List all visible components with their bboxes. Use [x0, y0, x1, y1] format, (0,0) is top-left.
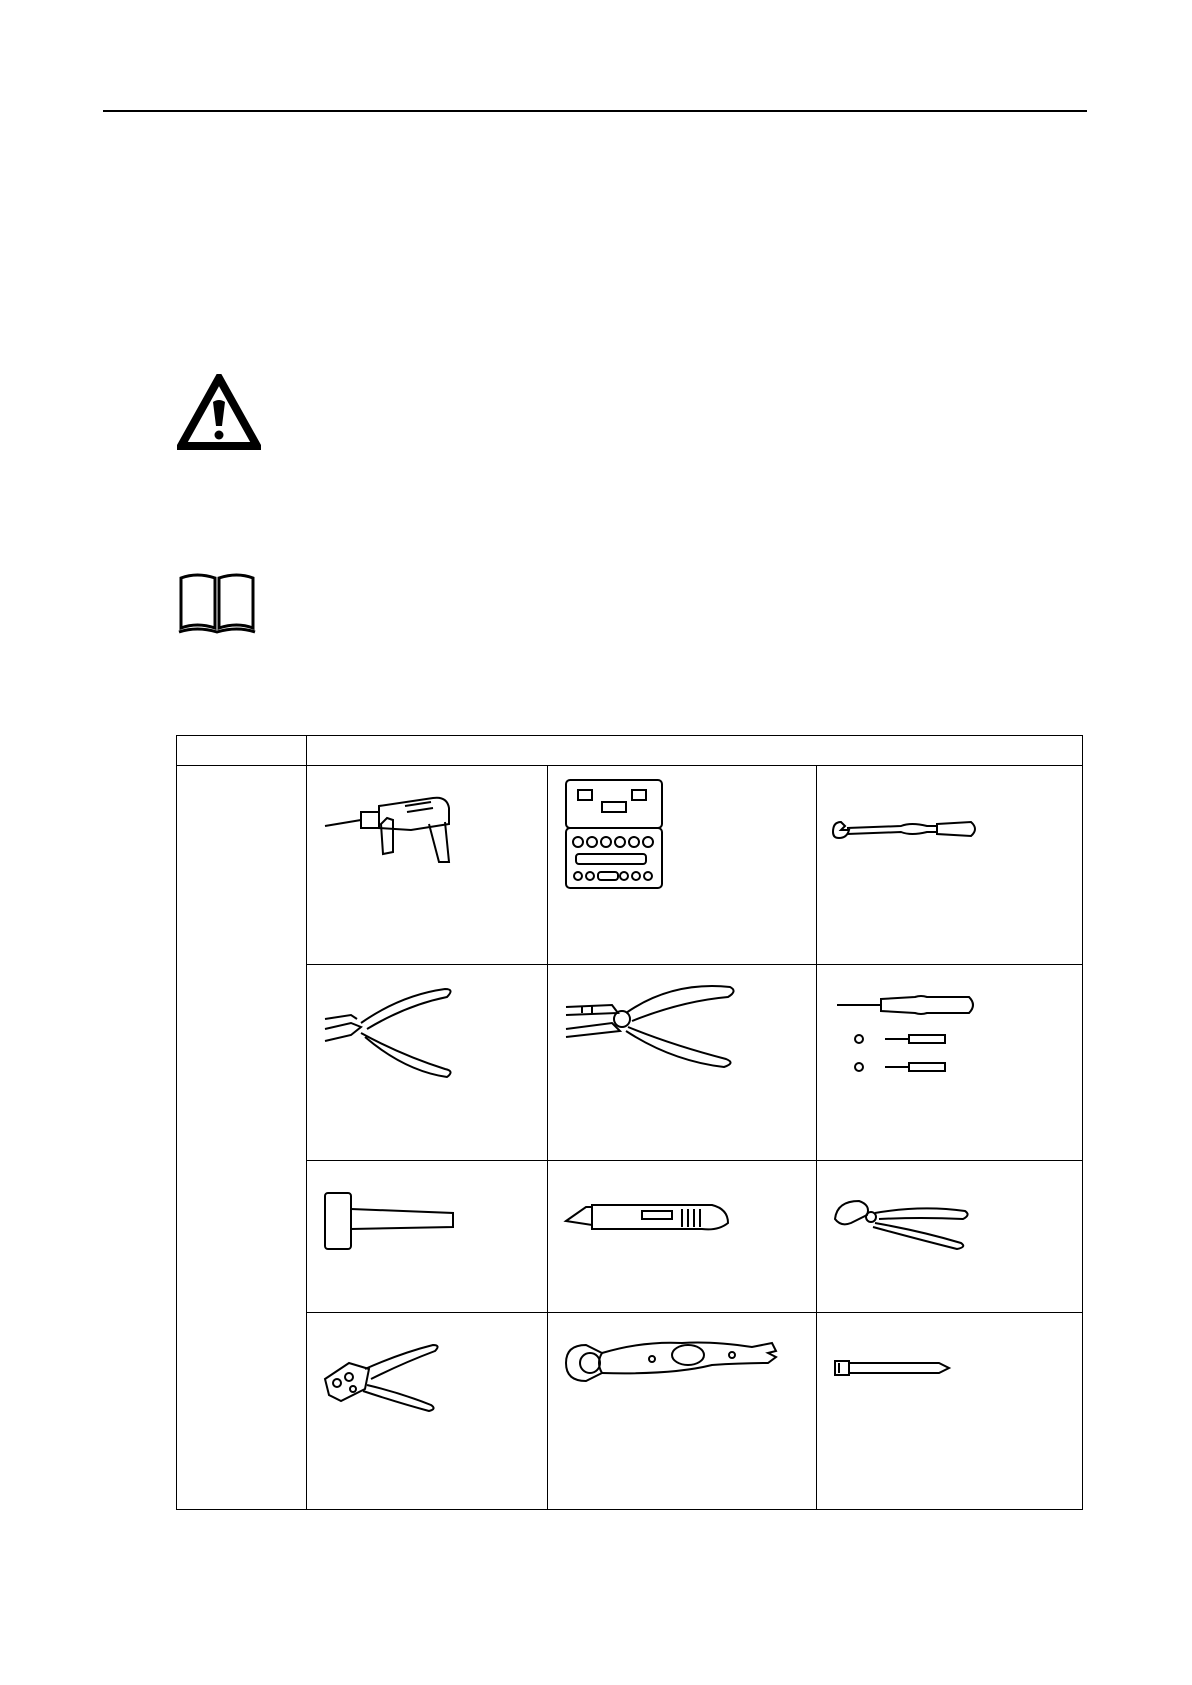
- tool-cell: [307, 1312, 548, 1509]
- tool-cell: [817, 965, 1083, 1160]
- category-cell: [177, 766, 307, 1510]
- tool-cell: [817, 766, 1083, 965]
- table-header-row: [177, 736, 1083, 766]
- tool-cell: [307, 965, 548, 1160]
- socket-wrench-set-icon: [562, 776, 702, 896]
- table-row: [177, 1160, 1083, 1312]
- tool-cell: [307, 766, 548, 965]
- header-rule: [103, 110, 1087, 112]
- table-row: [177, 766, 1083, 965]
- crimping-tool-icon: [321, 1323, 471, 1423]
- cable-tie-icon: [831, 1323, 981, 1393]
- tool-cell: [817, 1312, 1083, 1509]
- header-category-cell: [177, 736, 307, 766]
- diagonal-pliers-icon: [321, 975, 471, 1085]
- note-book-icon: [177, 572, 257, 636]
- screwdriver-set-icon: [831, 975, 991, 1075]
- tool-cell: [548, 1160, 817, 1312]
- table-row: [177, 965, 1083, 1160]
- header-tools-cell: [307, 736, 1083, 766]
- torque-wrench-icon: [831, 776, 991, 856]
- tool-cell: [817, 1160, 1083, 1312]
- tool-cell: [548, 1312, 817, 1509]
- cable-cutter-icon: [831, 1171, 981, 1261]
- rubber-mallet-icon: [321, 1171, 471, 1261]
- utility-knife-icon: [562, 1171, 752, 1261]
- tool-cell: [307, 1160, 548, 1312]
- tools-table: [176, 735, 1083, 1510]
- table-row: [177, 1312, 1083, 1509]
- wire-stripper-icon: [562, 975, 752, 1075]
- connector-wrench-icon: [562, 1323, 812, 1413]
- hammer-drill-icon: [321, 776, 471, 886]
- tool-cell: [548, 965, 817, 1160]
- tool-cell: [548, 766, 817, 965]
- warning-icon: [177, 374, 261, 450]
